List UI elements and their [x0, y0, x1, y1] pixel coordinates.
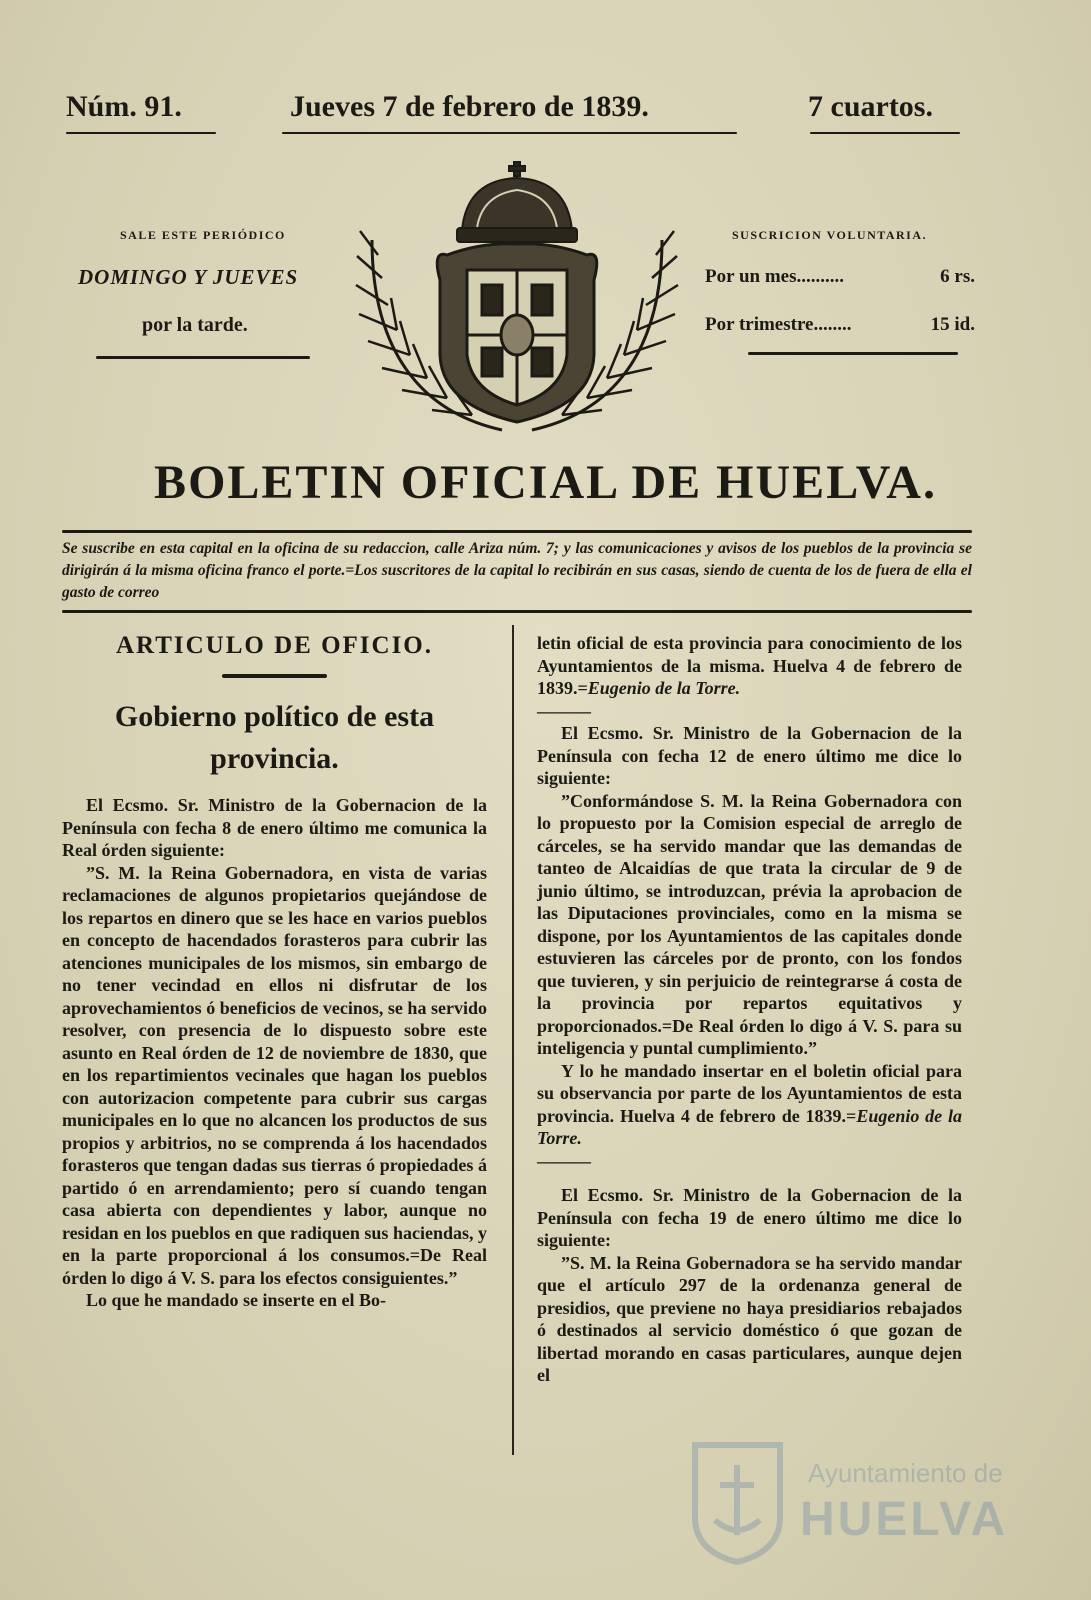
article-paragraph: El Ecsmo. Sr. Ministro de la Gobernacion de la Península con fecha 19 de enero último me dice lo siguiente: [537, 1185, 962, 1250]
article-paragraph: Lo que he mandado se inserte en el Bo- [86, 1290, 387, 1310]
title-rule-bottom [62, 610, 972, 613]
signature: Eugenio de la Torre. [587, 678, 741, 698]
article-paragraph [537, 1060, 962, 1150]
section-rule [222, 674, 327, 678]
article-paragraph: El Ecsmo. Sr. Ministro de la Gobernacion de la Península con fecha 12 de enero último me dice lo siguiente: [537, 723, 962, 788]
publication-time: por la tarde. [142, 314, 248, 336]
archive-watermark [690, 1430, 1010, 1570]
paragraph-text: letin oficial de esta provincia para conocimiento de los Ayuntamientos de la misma. Huelva 4 de febrero de 1839.= [537, 633, 962, 698]
paragraph-text: Y lo he mandado insertar en el boletin oficial para su observancia por parte de los Ayuntamientos de esta provincia. Huelva 4 de febrero de 1839.= [537, 1060, 962, 1126]
publication-caps: SALE ESTE PERIÓDICO [120, 228, 286, 242]
separator-dash: ——— [537, 700, 591, 721]
title-rule-top [62, 530, 972, 533]
header-rule-right [810, 132, 960, 134]
subscription-label: Por trimestre........ [705, 314, 852, 335]
issue-price: 7 cuartos. [808, 90, 933, 123]
left-column [62, 632, 487, 1312]
article-heading: Gobierno político de esta provincia. [114, 700, 435, 775]
separator-dash: ——— [537, 1150, 591, 1171]
issue-date: Jueves 7 de febrero de 1839. [290, 90, 649, 123]
issue-number: Núm. 91. [66, 90, 182, 123]
article-paragraph [537, 632, 962, 700]
subscription-amount: 15 id. [930, 314, 975, 335]
right-column [537, 632, 962, 1387]
article-paragraph: ”Conformándose S. M. la Reina Gobernadora con lo propuesto por la Comision especial de arreglo de cárceles, se ha servido mandar que las demandas de tanteo de Alcaidías de que trata la circular de 9 de junio último, se introduzcan, prévia la aprobacion de las Diputaciones provinciales, como en la misma se dispone, por los Ayuntamientos de las capitales donde estuvieren las cárceles por de pronto, con los fondos que tuvieren, y sin perjuicio de reintegrarse á costa de la provincia por repartos equitativos y proporcionados.=De Real órden lo digo á V. S. para su inteligencia y puntal cumplimiento.” [537, 790, 962, 1058]
subscription-notice: Se suscribe en esta capital en la oficina de su redaccion, calle Ariza núm. 7; y las comunicaciones y avisos de los pueblos de la provincia se dirigirán á la misma oficina franco el porte.=Los suscritores de la capital lo recibirán en sus casas, siendo de cuenta de los de fuera de ella el gasto de correo [62, 540, 972, 601]
right-box-rule [748, 352, 958, 355]
subscription-label: Por un mes.......... [705, 266, 844, 287]
subscription-row-month [705, 266, 975, 288]
subscription-caps: SUSCRICION VOLUNTARIA. [732, 228, 928, 242]
subscription-amount: 6 rs. [940, 266, 975, 287]
article-paragraph: El Ecsmo. Sr. Ministro de la Gobernacion de la Península con fecha 8 de enero último me comunica la Real órden siguiente: [62, 795, 487, 860]
column-divider [512, 625, 514, 1455]
watermark-line1: Ayuntamiento de [808, 1458, 1003, 1488]
section-heading: ARTICULO DE OFICIO. [115, 632, 434, 659]
newspaper-title: BOLETIN OFICIAL DE HUELVA. [154, 456, 937, 509]
signature: Eugenio de la Torre. [537, 1105, 963, 1148]
publication-days: DOMINGO Y JUEVES [78, 265, 299, 289]
coat-of-arms-icon [352, 160, 682, 440]
left-box-rule [96, 356, 310, 359]
watermark-line2: HUELVA [800, 1493, 1009, 1546]
header-rule-center [282, 132, 737, 134]
header-rule-left [66, 132, 216, 134]
subscription-row-quarter [705, 314, 975, 336]
city-shield-icon [690, 1440, 785, 1565]
article-paragraph: ”S. M. la Reina Gobernadora, en vista de varias reclamaciones de algunos propietarios quejándose de los repartos en dinero que se les hace en varios pueblos en concepto de hacendados forasteros para cubrir las atenciones municipales de los mismos, sin embargo de no tener vecindad en ellos ni disfrutar de los aprovechamientos ó beneficios de vecinos, se ha servido resolver, con presencia de lo dispuesto sobre este asunto en Real órden de 12 de noviembre de 1830, que en los repartimientos vecinales que hagan los pueblos con autorizacion competente para cubrir sus cargas municipales en lo que no alcancen los productos de sus propios y arbitrios, no se comprenda á los hacendados forasteros que tengan dadas sus tierras ó propiedades á partido ó en arrendamiento; pero sí cuando tengan casa abierta con dependientes y labor, aunque no residan en los pueblos en que radiquen sus haciendas, y en la parte proporcional á los consumos.=De Real órden lo digo á V. S. para los efectos consiguientes.” [62, 862, 487, 1288]
article-paragraph: ”S. M. la Reina Gobernadora se ha servido mandar que el artículo 297 de la ordenanza general de presidios, que previene no haya presidiarios rebajados ó destinados al servicio doméstico ó que gozan de libertad morando en casas particulares, aunque dejen el [537, 1252, 962, 1385]
